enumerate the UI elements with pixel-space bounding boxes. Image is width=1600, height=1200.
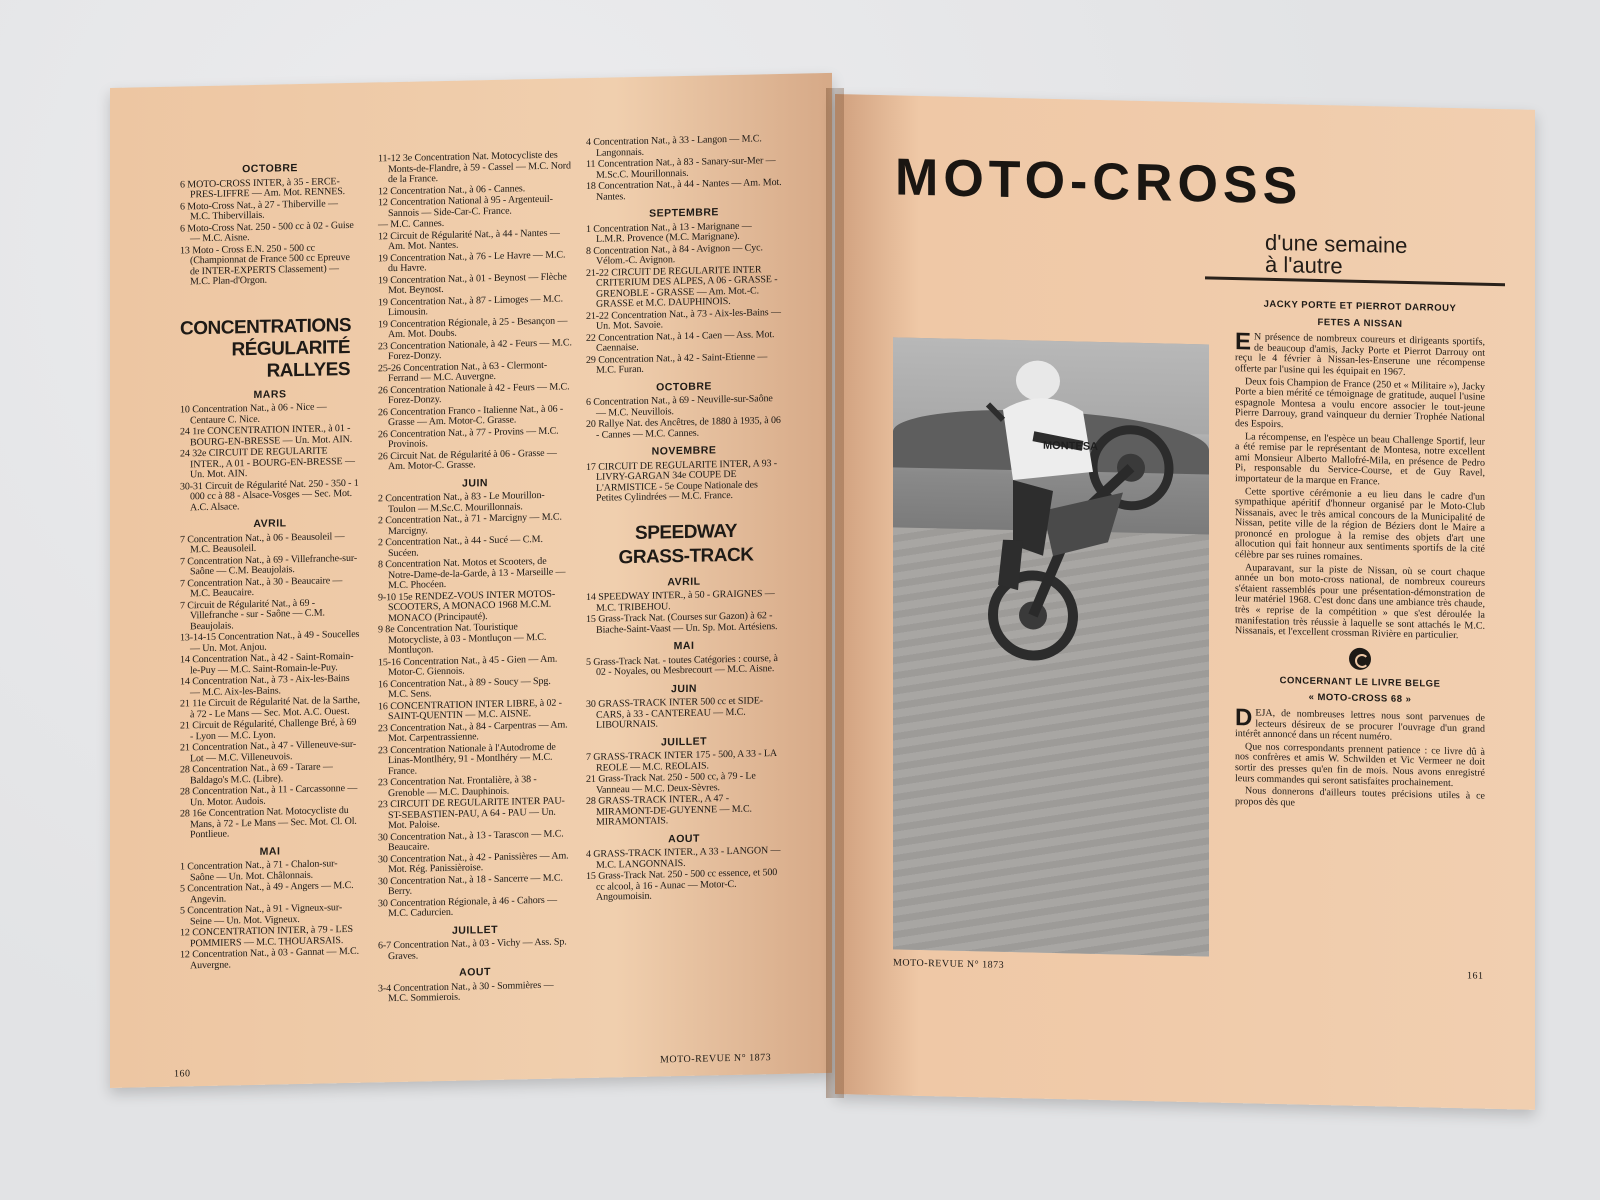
calendar-entry: 30 Concentration Nat., à 13 - Tarascon — M.C. Beaucaire.	[378, 827, 564, 854]
calendar-entry: 9-10 15e RENDEZ-VOUS INTER MOTOS-SCOOTERS, A MONACO 1968 M.C.M. MONACO (Principauté).	[378, 588, 556, 624]
right-page-number: 161	[1467, 970, 1484, 982]
calendar-entry: 26 Concentration Nat., à 77 - Provins — M.C. Provinois.	[378, 425, 559, 451]
month-heading: JUIN	[462, 476, 488, 490]
month-heading: AOUT	[668, 832, 700, 845]
calendar-entry: 23 Concentration Nationale, à 42 - Feurs — M.C. Forez-Donzy.	[378, 336, 572, 363]
month-heading: JUILLET	[451, 923, 499, 937]
month-heading: AOUT	[459, 966, 491, 979]
calendar-entry: 28 Concentration Nat., à 69 - Tarare — Baldago's M.C. (Libre).	[180, 761, 333, 786]
article-paragraph: Deux fois Champion de France (250 et « Militaire »), Jacky Porte a bien mérité ce témoignage de gratitude, auquel l'usine espagnole Montesa a voulu encore associer le tout-jeune Pierre Darrouy, grand vainqueur du dernier Trophée National des Espoirs.	[1235, 375, 1485, 431]
article-paragraph: Que nos correspondants prennent patience : ce livre dû à nos confrères et amis W. Schwilden et Vic Vermeer ne doit sortir des presses qu'en fin de mois. Nous avons enregistré leurs commandes qui seront satisfaites prochainement.	[1235, 741, 1485, 789]
calendar-entry: 10 Concentration Nat., à 06 - Nice — Centaure C. Nice.	[180, 401, 327, 426]
paragraph-text: EJA, de nombreuses lettres nous sont parvenues de lecteurs désireux de se procurer l'ouvrage d'un grand intérêt annoncé dans un récent numéro.	[1235, 707, 1485, 743]
section-heading-speedway: SPEEDWAY GRASS-TRACK	[618, 520, 754, 568]
calendar-entry: 13-14-15 Concentration Nat., à 49 - Soucelles — Un. Mot. Anjou.	[180, 628, 360, 654]
subtitle-line-1: d'une semaine	[1265, 229, 1408, 258]
month-heading: MARS	[253, 387, 287, 401]
calendar-entry: 18 Concentration Nat., à 44 - Nantes — Am. Mot. Nantes.	[586, 176, 782, 203]
calendar-entry: 26 Concentration Nationale à 42 - Feurs — M.C. Forez-Donzy.	[378, 380, 570, 407]
calendar-entry: 6-7 Concentration Nat., à 03 - Vichy — Ass. Sp. Graves.	[378, 936, 567, 962]
article1-body	[1235, 328, 1485, 642]
calendar-block-speedway	[586, 574, 782, 903]
calendar-entry: 17 CIRCUIT DE REGULARITE INTER, A 93 - LIVRY-GARGAN 34e COUPE DE L'ARMISTICE - 5e Coupe Nationale des Petites Cylindrées — M.C. France.	[586, 457, 778, 504]
article1-heading-1: JACKY PORTE ET PIERROT DARROUY	[1263, 298, 1457, 315]
calendar-entry: 5 Concentration Nat., à 49 - Angers — M.C. Angevin.	[180, 879, 354, 905]
calendar-entry: 20 Rallye Nat. des Ancêtres, de 1880 à 1935, à 06 - Cannes — M.C. Cannes.	[586, 414, 781, 441]
calendar-entry: 26 Circuit Nat. de Régularité à 06 - Grasse — Am. Motor-C. Grasse.	[378, 447, 557, 473]
calendar-block-octobre	[180, 162, 360, 288]
left-page	[110, 73, 832, 1088]
month-heading: MAI	[259, 844, 281, 858]
subtitle-line-2: à l'autre	[1265, 251, 1343, 279]
calendar-entry: 9 8e Concentration Nat. Touristique Motocycliste, à 03 - Montluçon — M.C. Montluçon.	[378, 621, 547, 657]
calendar-entry: 7 Circuit de Régularité Nat., à 69 - Villefranche - sur - Saône — C.M. Beaujolais.	[180, 597, 325, 632]
calendar-entry: 16 CONCENTRATION INTER LIBRE, à 02 - SAINT-QUENTIN — M.C. AISNE.	[378, 697, 562, 723]
calendar-entry: 30 Concentration Régionale, à 46 - Cahors — M.C. Cadurcien.	[378, 894, 557, 920]
calendar-entry: 29 Concentration Nat., à 42 - Saint-Etienne — M.C. Furan.	[586, 350, 768, 376]
calendar-entry: 25-26 Concentration Nat., à 63 - Clermont-Ferrand — M.C. Auvergne.	[378, 359, 548, 385]
article-paragraph	[1235, 328, 1485, 380]
page-gutter	[826, 88, 844, 1098]
calendar-entry: 12 Concentration Nat., à 03 - Gannat — M.C. Auvergne.	[180, 945, 359, 971]
rider-shirt-label: MONTESA	[1043, 439, 1098, 453]
calendar-entry: 5 Concentration Nat., à 91 - Vigneux-sur-Seine — Un. Mot. Vigneux.	[180, 902, 343, 927]
calendar-entry: 7 Concentration Nat., à 69 - Villefranche-sur-Saône — C.M. Beaujolais.	[180, 552, 358, 578]
calendar-entry: 2 Concentration Nat., à 83 - Le Mourillon-Toulon — M.Sc.C. Mourillonnais.	[378, 489, 545, 515]
calendar-block-concentrations	[180, 387, 360, 971]
calendar-entry: 12 CONCENTRATION INTER, à 79 - LES POMMIERS — M.C. THOUARSAIS.	[180, 923, 353, 949]
calendar-entry: 14 Concentration Nat., à 42 - Saint-Romain-le-Puy — M.C. Saint-Romain-le-Puy.	[180, 650, 354, 676]
magazine-emblem-icon	[1349, 647, 1371, 669]
calendar-entry: 21 Concentration Nat., à 47 - Villeneuve-sur-Lot — M.C. Villeneuvois.	[180, 738, 357, 764]
paragraph-text: N présence de nombreux coureurs et dirigeants sportifs, de beaucoup d'amis, Jacky Porte et Pierrot Darrouy ont reçu le 4 février à Nissan-les-Enserune une récompense offerte par l'usine qui les équipait en 1967.	[1235, 331, 1485, 378]
calendar-entry: 2 Concentration Nat., à 71 - Marcigny — M.C. Marcigny.	[378, 511, 562, 537]
calendar-entry: 23 Concentration Nat. Frontalière, à 38 - Grenoble — M.C. Dauphinois.	[378, 774, 537, 799]
calendar-entry: 6 MOTO-CROSS INTER, à 35 - ERCE-PRES-LIFFRE — Am. Mot. RENNES.	[180, 175, 346, 201]
calendar-entry: 6 Concentration Nat., à 69 - Neuville-sur-Saône — M.C. Neuvillois.	[586, 393, 773, 419]
drop-cap: E	[1235, 328, 1252, 356]
article-paragraph: La récompense, en l'espèce un beau Challenge Sportif, leur a été remise par le représentant de Montesa, notre excellent ami Monsieur Alberto Mallofré-Mila, en présence de Pedro Pi, responsable du Service-Course, et de Guy Ravel, importateur de la marque en France.	[1235, 430, 1485, 488]
month-heading: JUIN	[671, 682, 697, 695]
calendar-entry: 21 Grass-Track Nat. 250 - 500 cc, à 79 - Le Vanneau — M.C. Deux-Sèvres.	[586, 770, 756, 796]
calendar-entry: 8 Concentration Nat., à 84 - Avignon — Cyc. Vélom.-C. Avignon.	[586, 241, 763, 267]
rider-illustration	[893, 337, 1209, 956]
page-subtitle	[1265, 229, 1408, 279]
calendar-entry: 6 Moto-Cross Nat. 250 - 500 cc à 02 - Guise — M.C. Aisne.	[180, 219, 354, 245]
left-column-3	[586, 134, 782, 905]
calendar-entry: 21-22 CIRCUIT DE REGULARITE INTER CRITERIUM DES ALPES, A 06 - GRASSE - GRENOBLE - GRASSE — Am. Mot.-C. GRASSE et M.C. DAUPHINOIS.	[586, 263, 778, 310]
left-column-2	[378, 150, 572, 1006]
calendar-entry: 30 GRASS-TRACK INTER 500 cc et SIDE-CARS, à 33 - CANTEREAU — M.C. LIBOURNAIS.	[586, 695, 763, 731]
article2-heading-1: CONCERNANT LE LIVRE BELGE	[1279, 674, 1441, 690]
calendar-entry: 3-4 Concentration Nat., à 30 - Sommières — M.C. Sommierois.	[378, 979, 554, 1005]
drop-cap: D	[1235, 704, 1253, 732]
month-heading: JUILLET	[660, 734, 708, 748]
calendar-entry: 19 Concentration Régionale, à 25 - Besançon — Am. Mot. Doubs.	[378, 314, 568, 341]
calendar-entry: 6 Moto-Cross Nat., à 27 - Thiberville — M.C. Thibervillais.	[180, 197, 338, 223]
calendar-entry: 11 Concentration Nat., à 83 - Sanary-sur-Mer — M.Sc.C. Mourillonnais.	[586, 155, 776, 181]
article-column	[1235, 299, 1485, 815]
title-rule	[1205, 276, 1505, 286]
article-paragraph: Cette sportive cérémonie a eu lieu dans le cadre d'un sympathique apéritif d'honneur organisé par le Moto-Club Nissanais, avec le très amical concours de la Municipalité de Nissan, petite ville de la région de Béziers dont le Maire a prononcé en prologue à la remise des objets d'art une allocution qui fait honneur aux sentiments sportifs de la cité célèbre par ses ruines romaines.	[1235, 485, 1485, 564]
calendar-entry: 28 GRASS-TRACK INTER., A 47 - MIRAMONT-DE-GUYENNE — M.C. MIRAMONTAIS.	[586, 793, 752, 828]
calendar-entry: 14 SPEEDWAY INTER., à 50 - GRAIGNES — M.C. TRIBEHOU.	[586, 588, 775, 614]
calendar-entry: 4 GRASS-TRACK INTER., A 33 - LANGON — M.C. LANGONNAIS.	[586, 844, 781, 871]
calendar-entry: 23 Concentration Nationale à l'Autodrome de Linas-Montlhéry, 91 - Montlhéry — M.C. France.	[378, 741, 556, 777]
calendar-entry: 7 Concentration Nat., à 30 - Beaucaire — M.C. Beaucaire.	[180, 574, 343, 600]
month-heading: OCTOBRE	[656, 379, 712, 394]
calendar-entry: 15-16 Concentration Nat., à 45 - Gien — Am. Motor-C. Giennois.	[378, 653, 558, 679]
calendar-entry: 11-12 3e Concentration Nat. Motocycliste des Monts-de-Flandre, à 59 - Cassel — M.C. Nord de la France.	[378, 149, 571, 186]
right-page	[835, 94, 1535, 1110]
article2-body	[1235, 704, 1485, 813]
calendar-entry: 12 Circuit de Régularité Nat., à 44 - Nantes — Am. Mot. Nantes.	[378, 227, 560, 253]
month-heading: OCTOBRE	[242, 162, 298, 176]
article1-heading-2: FETES A NISSAN	[1317, 316, 1403, 330]
calendar-entry: 21-22 Concentration Nat., à 73 - Aix-les-Bains — Un. Mot. Savoie.	[586, 306, 781, 332]
month-heading: NOVEMBRE	[651, 444, 717, 458]
motocross-photo	[893, 337, 1209, 956]
calendar-block-septembre	[586, 134, 782, 505]
calendar-entry: 23 CIRCUIT DE REGULARITE INTER PAU-ST-SEBASTIEN-PAU, A 64 - PAU — Un. Mot. Paloise.	[378, 795, 565, 832]
article-paragraph: Nous donnerons d'ailleurs toutes précisions utiles à ce propos dès que	[1235, 785, 1485, 809]
article-paragraph: Auparavant, sur la piste de Nissan, où se court chaque année un bon moto-cross national, de nombreux coureurs s'étaient rassemblés pour une présentation-démonstration de leur matériel 1968. C'est donc dans une ambiance très chaude, très « reprise de la compétition » que s'est déroulée la manifestation très réussie à laquelle se sont attachés le M.C. Nissanais, et l'excellent crossman Rivière en particulier.	[1235, 561, 1485, 642]
calendar-entry: 1 Concentration Nat., à 71 - Chalon-sur-Saône — Un. Mot. Châlonnais.	[180, 858, 338, 883]
page-title: MOTO-CROSS	[895, 148, 1303, 216]
calendar-entry: 14 Concentration Nat., à 73 - Aix-les-Bains — M.C. Aix-les-Bains.	[180, 672, 350, 698]
calendar-entry: 21 Circuit de Régularité, Challenge Bré, à 69 - Lyon — M.C. Lyon.	[180, 716, 357, 742]
calendar-entry: 19 Concentration Nat., à 01 - Beynost — Flèche Mot. Beynost.	[378, 270, 567, 297]
calendar-entry: 28 Concentration Nat., à 11 - Carcassonne — Un. Motor. Audois.	[180, 782, 358, 808]
calendar-entry: 2 Concentration Nat., à 44 - Sucé — C.M. Sucéen.	[378, 533, 543, 559]
month-heading: MAI	[673, 639, 695, 653]
calendar-entry: 12 Concentration Nat., à 06 - Cannes.	[378, 182, 526, 197]
left-column-1	[180, 155, 360, 973]
calendar-entry: 1 Concentration Nat., à 13 - Marignane — L.M.R. Provence (M.C. Marignane).	[586, 220, 752, 245]
calendar-entry: 23 Concentration Nat., à 84 - Carpentras — Am. Mot. Carpentrassienne.	[378, 718, 568, 745]
calendar-entry: 26 Concentration Franco - Italienne Nat., à 06 - Grasse — Am. Motor-C. Grasse.	[378, 403, 564, 429]
month-heading: SEPTEMBRE	[649, 206, 719, 220]
calendar-entry: 8 Concentration Nat. Motos et Scooters, de Notre-Dame-de-la-Garde, à 13 - Marseille — M.C. Phocéen.	[378, 555, 566, 592]
month-heading: AVRIL	[253, 517, 287, 530]
calendar-entry: — M.C. Cannes.	[378, 218, 445, 231]
right-page-footer: MOTO-REVUE N° 1873	[893, 957, 1005, 971]
calendar-entry: 30 Concentration Nat., à 42 - Panissières — Am. Mot. Rég. Panissièroise.	[378, 849, 569, 876]
magazine-spread	[110, 88, 1535, 1098]
calendar-entry: 5 Grass-Track Nat. - toutes Catégories : course, à 02 - Noyales, ou Mesbrecourt — M.C. Aisne.	[586, 652, 778, 678]
calendar-entry: 7 Concentration Nat., à 06 - Beausoleil — M.C. Beausoleil.	[180, 530, 345, 556]
calendar-entry: 16 Concentration Nat., à 89 - Soucy — Spg. M.C. Sens.	[378, 675, 551, 701]
calendar-entry: 19 Concentration Nat., à 76 - Le Havre — M.C. du Havre.	[378, 248, 566, 275]
calendar-entry: 15 Grass-Track Nat. 250 - 500 cc essence, et 500 cc alcool, à 16 - Aunac — Motor-C. Angoumoisin.	[586, 867, 778, 903]
left-page-footer: MOTO-REVUE N° 1873	[660, 1052, 772, 1066]
section-heading-concentrations: CONCENTRATIONS RÉGULARITÉ RALLYES	[180, 314, 352, 382]
left-page-number: 160	[174, 1068, 191, 1080]
month-heading: AVRIL	[667, 575, 701, 588]
calendar-entry: 30-31 Circuit de Régularité Nat. 250 - 350 - 1 000 cc à 88 - Alsace-Vosges — Sec. Mot. A.C. Alsace.	[180, 477, 359, 513]
calendar-entry: 28 16e Concentration Nat. Motocycliste du Mans, à 72 - Le Mans — Sec. Mot. Cl. Ol. Pontlieue.	[180, 805, 357, 841]
calendar-entry: 30 Concentration Nat., à 18 - Sancerre — M.C. Berry.	[378, 872, 563, 898]
calendar-entry: 7 GRASS-TRACK INTER 175 - 500, A 33 - LA REOLE — M.C. REOLAIS.	[586, 748, 777, 774]
calendar-entry: 13 Moto - Cross E.N. 250 - 500 cc (Championnat de France 500 cc Epreuve de INTER-EXPERTS Classement) — M.C. Plan-d'Orgon.	[180, 242, 350, 288]
article2-heading-2: « MOTO-CROSS 68 »	[1308, 692, 1412, 706]
calendar-entry: 24 1re CONCENTRATION INTER., à 01 - BOURG-EN-BRESSE — Un. Mot. AIN.	[180, 422, 353, 448]
calendar-entry: 24 32e CIRCUIT DE REGULARITE INTER., A 01 - BOURG-EN-BRESSE — Un. Mot. AIN.	[180, 445, 355, 481]
calendar-entry: 22 Concentration Nat., à 14 - Caen — Ass. Mot. Caennaise.	[586, 328, 775, 354]
calendar-entry: 19 Concentration Nat., à 87 - Limoges — M.C. Limousin.	[378, 293, 564, 319]
calendar-entry: 4 Concentration Nat., à 33 - Langon — M.C. Langonnais.	[586, 133, 762, 159]
article-paragraph	[1235, 704, 1485, 745]
calendar-entry: 21 11e Circuit de Régularité Nat. de la Sarthe, à 72 - Le Mans — Sec. Mot. A.C. Ouest.	[180, 694, 360, 720]
calendar-entry: 15 Grass-Track Nat. (Courses sur Gazon) à 62 - Biache-Saint-Vaast — Un. Sp. Mot. Artésiens.	[586, 610, 778, 636]
calendar-entry: 12 Concentration National à 95 - Argenteuil-Sannois — Side-Car-C. France.	[378, 193, 553, 219]
